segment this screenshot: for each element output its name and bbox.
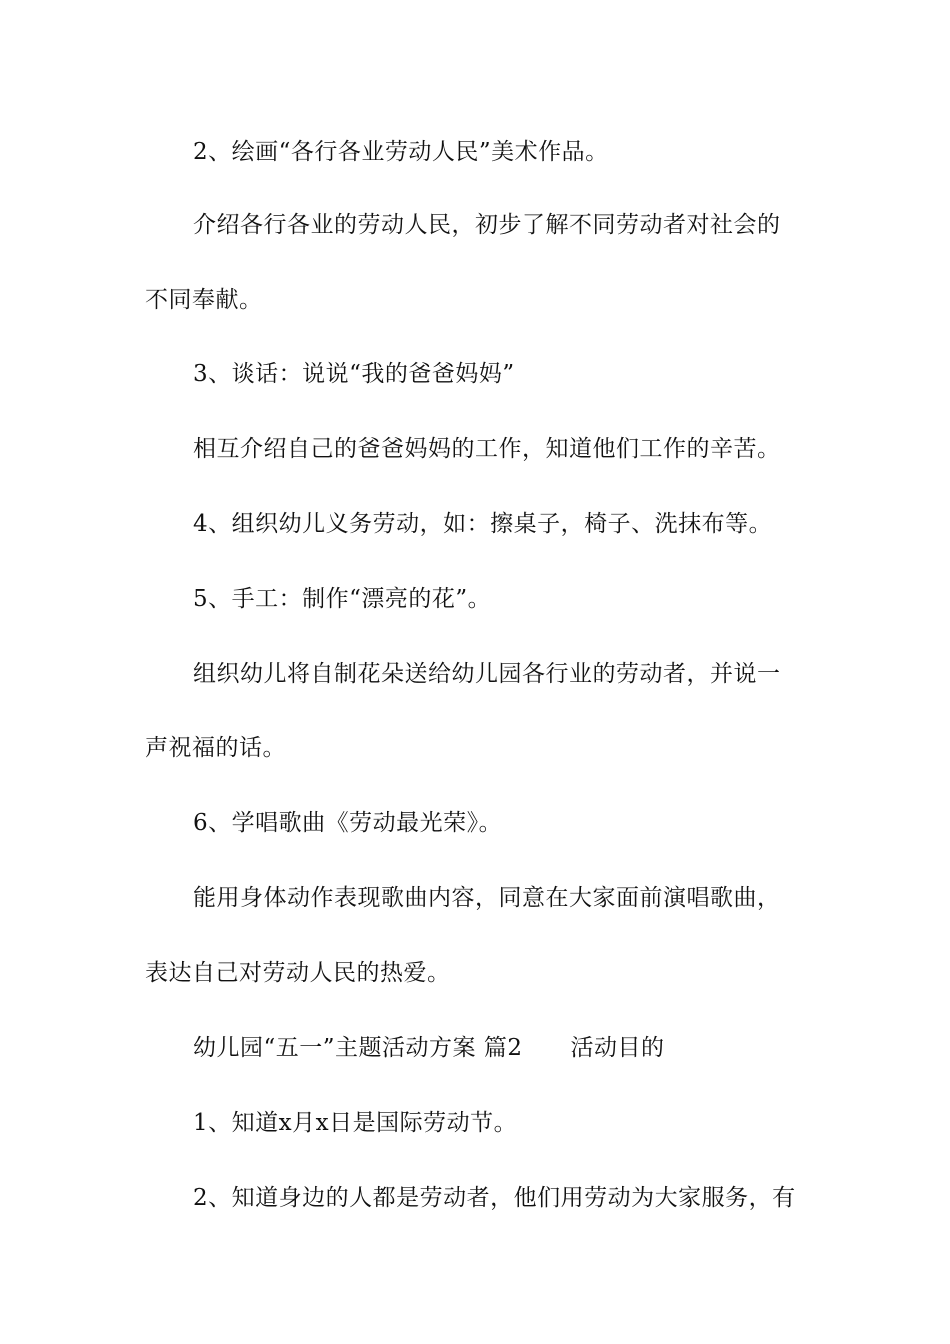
paragraph-line: 5、手工：制作“漂亮的花”。	[193, 586, 492, 612]
paragraph-line: 介绍各行各业的劳动人民，初步了解不同劳动者对社会的	[193, 212, 781, 238]
section-title: 幼儿园“五一”主题活动方案 篇2	[193, 1035, 523, 1061]
paragraph-line: 表达自己对劳动人民的热爱。	[145, 960, 451, 986]
paragraph-line: 组织幼儿将自制花朵送给幼儿园各行业的劳动者，并说一	[193, 661, 781, 687]
paragraph-line: 2、绘画“各行各业劳动人民”美术作品。	[193, 139, 609, 165]
paragraph-line: 相互介绍自己的爸爸妈妈的工作，知道他们工作的辛苦。	[193, 436, 781, 462]
paragraph-line: 不同奉献。	[145, 287, 263, 313]
paragraph-line: 6、学唱歌曲《劳动最光荣》。	[193, 810, 503, 836]
paragraph-line: 4、组织幼儿义务劳动，如：擦桌子，椅子、洗抹布等。	[193, 511, 773, 537]
paragraph-line: 3、谈话：说说“我的爸爸妈妈”	[193, 361, 515, 387]
paragraph-line: 2、知道身边的人都是劳动者，他们用劳动为大家服务，有	[193, 1185, 796, 1211]
section-heading	[193, 1033, 863, 1063]
paragraph-line: 声祝福的话。	[145, 735, 286, 761]
section-subtitle: 活动目的	[570, 1035, 665, 1061]
paragraph-line: 1、知道x月x日是国际劳动节。	[193, 1110, 518, 1136]
paragraph-line: 能用身体动作表现歌曲内容，同意在大家面前演唱歌曲，	[193, 885, 781, 911]
